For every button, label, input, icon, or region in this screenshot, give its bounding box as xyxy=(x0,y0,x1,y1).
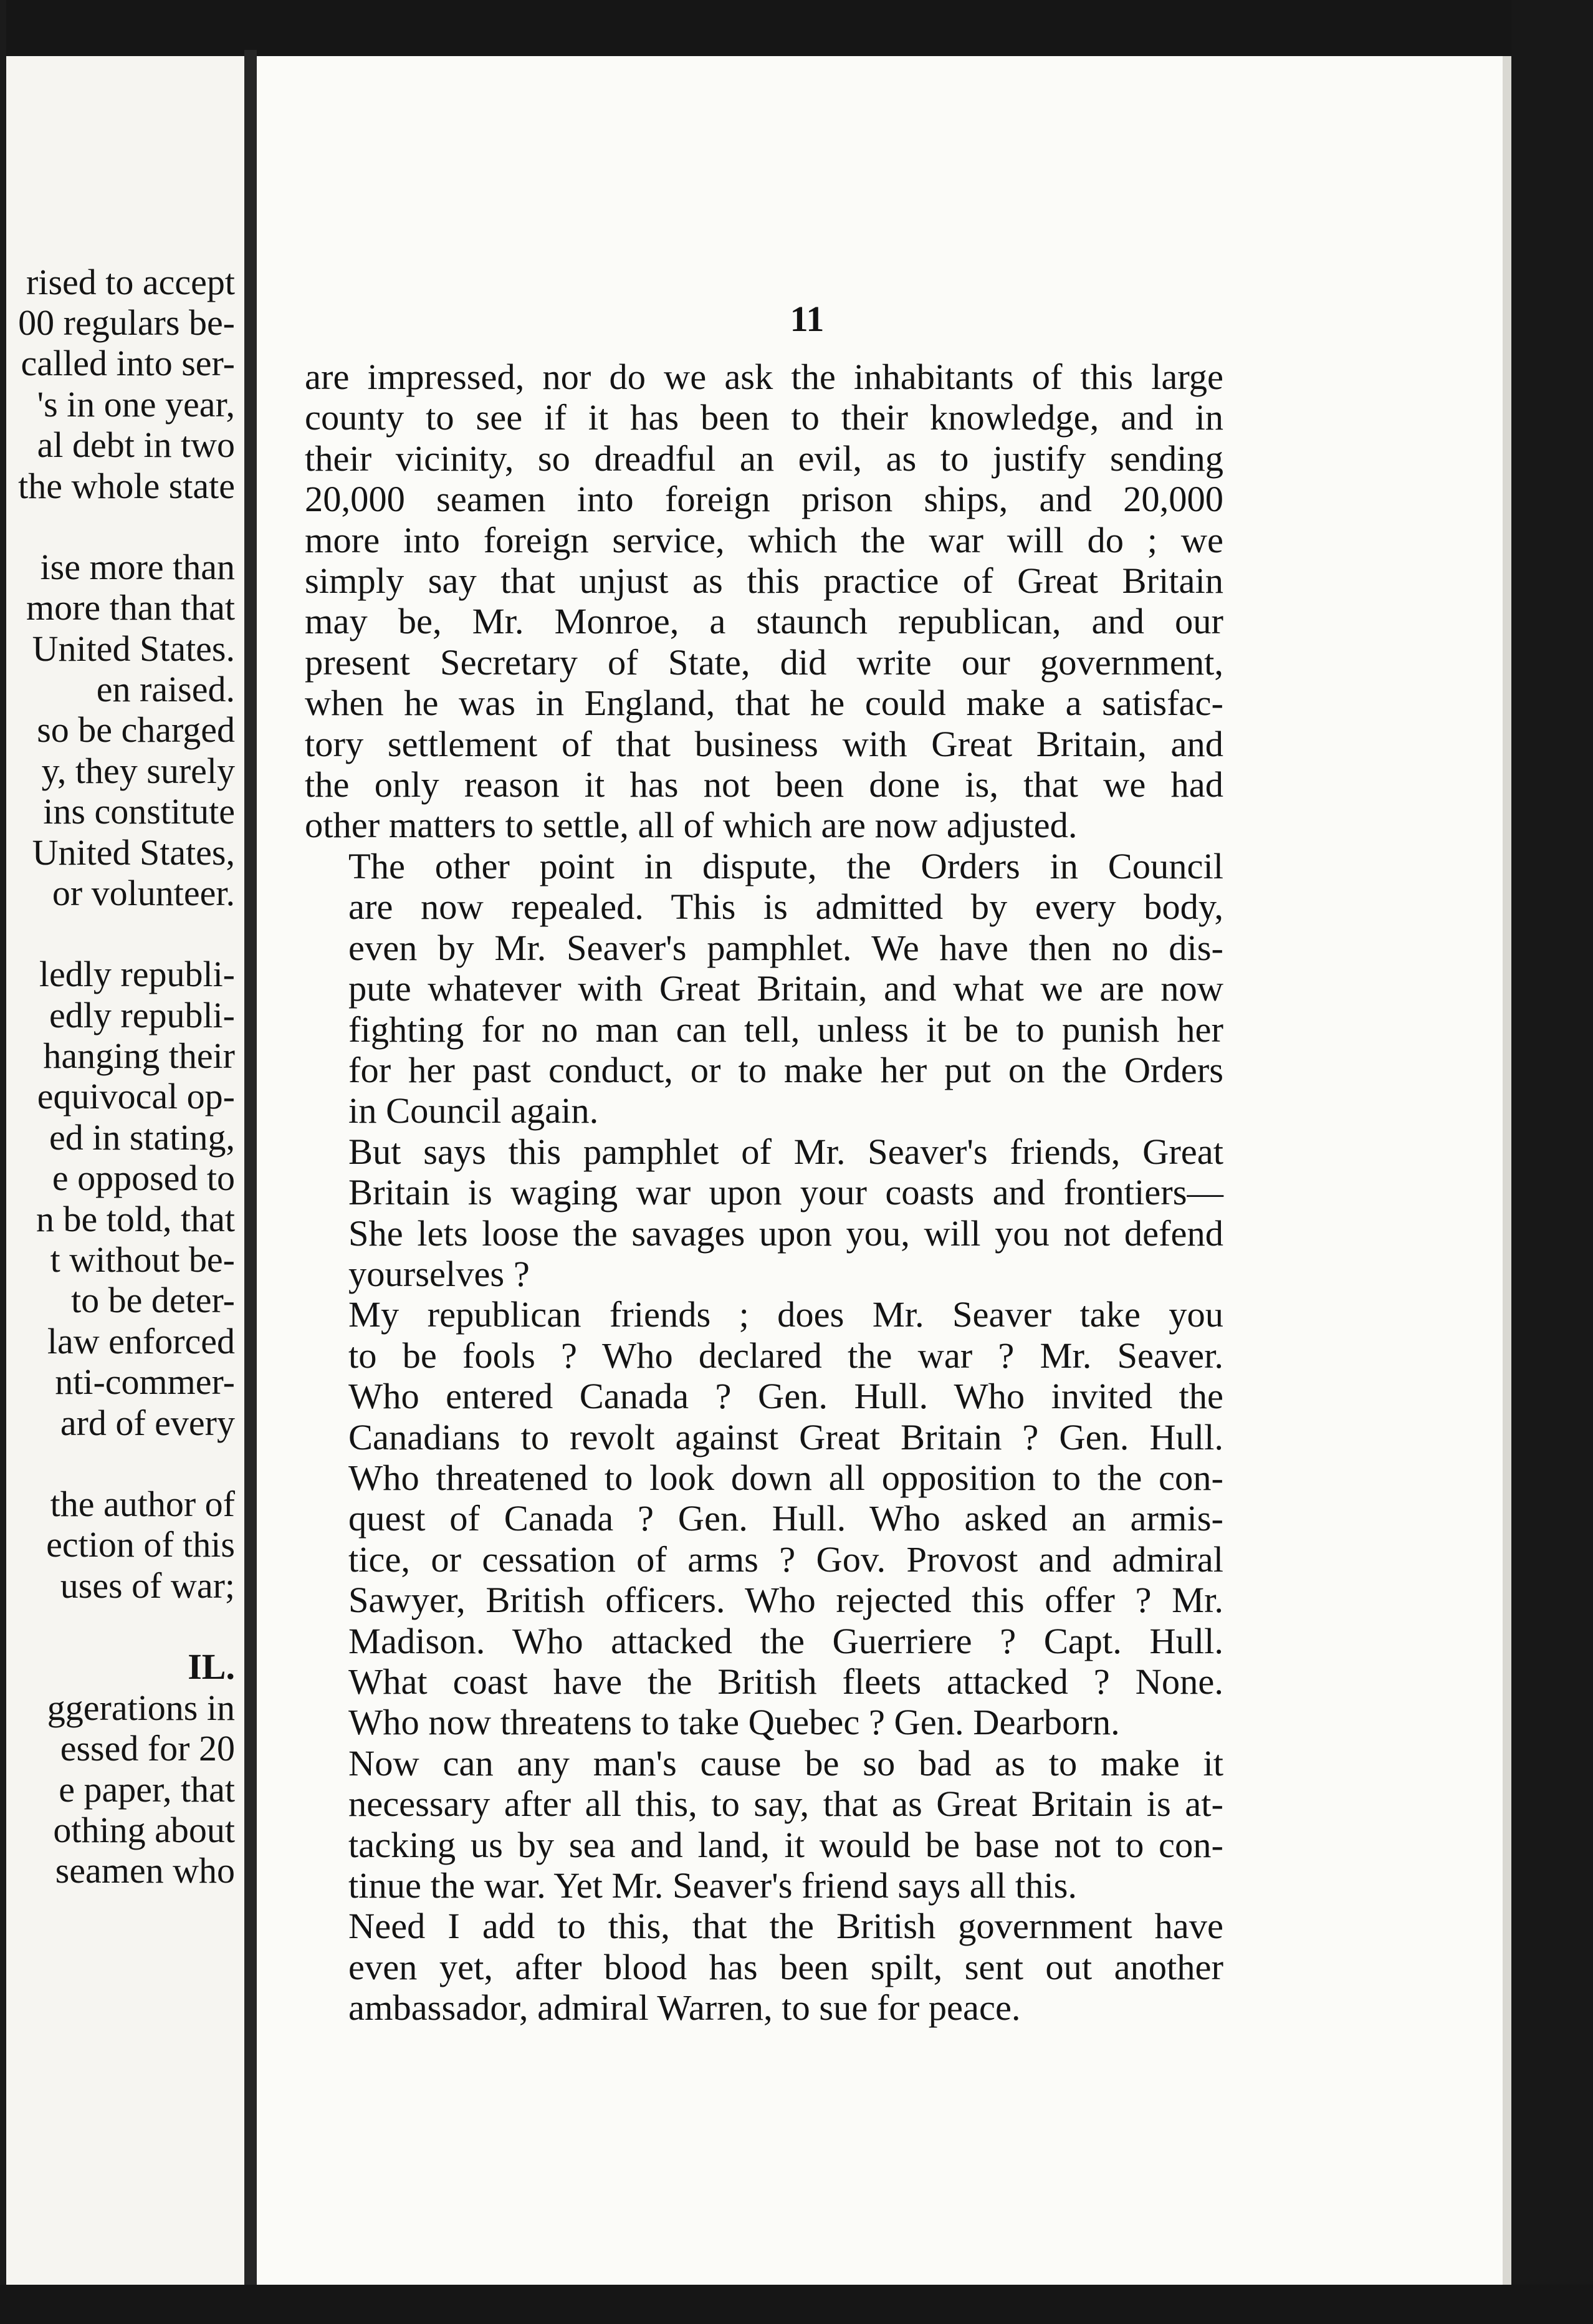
paragraph xyxy=(305,1906,1223,2028)
text-line: necessary after all this, to say, that as Great Britain is at- xyxy=(348,1784,1223,1825)
left-page-line: 00 regulars be- xyxy=(18,302,235,343)
text-line: ambassador, admiral Warren, to sue for peace. xyxy=(348,1987,1021,2029)
text-line: fighting for no man can tell, unless it be to punish her xyxy=(348,1009,1223,1050)
left-page-line: ection of this xyxy=(46,1524,235,1565)
page-number: 11 xyxy=(790,299,825,339)
left-page-line: United States. xyxy=(32,628,235,669)
text-line: for her past conduct, or to make her put on the Orders xyxy=(348,1049,1223,1090)
left-page-line: the whole state xyxy=(18,466,235,506)
text-line: Britain is waging war upon your coasts and frontiers— xyxy=(348,1172,1223,1213)
text-line: Madison. Who attacked the Guerriere ? Capt. Hull. xyxy=(348,1620,1223,1661)
text-line: present Secretary of State, did write our government, xyxy=(305,641,1223,683)
left-page-line: ledly republi- xyxy=(39,954,235,994)
text-line: Need I add to this, that the British government have xyxy=(348,1906,1223,1947)
binding-left-edge xyxy=(0,0,6,2324)
binding-top-edge xyxy=(0,0,1593,59)
text-line: may be, Mr. Monroe, a staunch republican, and our xyxy=(305,601,1223,642)
paragraph xyxy=(305,846,1223,1131)
left-page-line: IL. xyxy=(188,1646,235,1687)
binding-right-edge xyxy=(1511,0,1593,2324)
left-page-line: en raised. xyxy=(96,669,235,709)
text-line: tacking us by sea and land, it would be base not to con- xyxy=(348,1824,1223,1865)
text-line: Who entered Canada ? Gen. Hull. Who invited the xyxy=(348,1376,1223,1417)
text-line: to be fools ? Who declared the war ? Mr. Seaver. xyxy=(348,1335,1223,1376)
left-page-line: to be deter- xyxy=(71,1280,235,1320)
left-page-line: the author of xyxy=(50,1484,235,1524)
text-line: But says this pamphlet of Mr. Seaver's friends, Great xyxy=(348,1131,1223,1172)
left-page-line: law enforced xyxy=(47,1321,235,1361)
text-line: more into foreign service, which the war will do ; we xyxy=(305,519,1223,560)
text-line: tice, or cessation of arms ? Gov. Provost and admiral xyxy=(348,1539,1223,1580)
left-page-line: rised to accept xyxy=(26,262,235,302)
text-line: county to see if it has been to their knowledge, and in xyxy=(305,397,1223,438)
text-line: the only reason it has not been done is, that we had xyxy=(305,764,1223,805)
left-page-line: y, they surely xyxy=(41,751,235,791)
text-line: even by Mr. Seaver's pamphlet. We have then no dis- xyxy=(348,927,1223,968)
text-line: tory settlement of that business with Great Britain, and xyxy=(305,723,1223,764)
text-line: Who threatened to look down all opposition to the con- xyxy=(348,1457,1223,1498)
text-line: tinue the war. Yet Mr. Seaver's friend says all this. xyxy=(348,1865,1078,1906)
left-page-line: uses of war; xyxy=(60,1565,235,1606)
text-line: Now can any man's cause be so bad as to make it xyxy=(348,1742,1223,1784)
left-page xyxy=(6,56,252,2285)
text-line: are now repealed. This is admitted by every body, xyxy=(348,886,1223,928)
left-page-line: so be charged xyxy=(37,709,235,750)
left-page-line: United States, xyxy=(32,832,235,873)
text-line: even yet, after blood has been spilt, sent out another xyxy=(348,1946,1223,1987)
left-page-line: ard of every xyxy=(60,1403,235,1443)
binding-bottom-edge xyxy=(0,2285,1593,2324)
left-page-line: nti-commer- xyxy=(55,1361,235,1402)
paragraph xyxy=(305,1743,1223,1906)
left-page-line: called into ser- xyxy=(21,343,235,383)
left-page-line: seamen who xyxy=(55,1850,235,1891)
left-page-line: ise more than xyxy=(40,547,235,587)
text-line: Who now threatens to take Quebec ? Gen. Dearborn. xyxy=(348,1702,1120,1743)
left-page-line: hanging their xyxy=(43,1035,235,1076)
left-page-line: 's in one year, xyxy=(37,384,235,425)
text-line: are impressed, nor do we ask the inhabitants of this large xyxy=(305,357,1223,397)
text-line: other matters to settle, all of which are now adjusted. xyxy=(305,805,1078,846)
text-line: simply say that unjust as this practice of Great Britain xyxy=(305,560,1223,602)
left-page-line: t without be- xyxy=(50,1239,235,1280)
text-line: yourselves ? xyxy=(348,1253,530,1294)
left-page-line: n be told, that xyxy=(36,1199,235,1239)
text-line: pute whatever with Great Britain, and what we are now xyxy=(348,968,1223,1009)
text-line: 20,000 seamen into foreign prison ships, and 20,000 xyxy=(305,479,1223,520)
text-line: quest of Canada ? Gen. Hull. Who asked an armis- xyxy=(348,1498,1223,1539)
left-page-line: or volunteer. xyxy=(52,873,235,913)
left-page-line: equivocal op- xyxy=(37,1076,235,1116)
left-page-line: e opposed to xyxy=(52,1158,235,1198)
left-page-line: al debt in two xyxy=(37,425,235,465)
left-page-line: ggerations in xyxy=(47,1688,235,1728)
text-line: in Council again. xyxy=(348,1090,599,1131)
left-page-line: more than that xyxy=(26,587,235,628)
text-line: Canadians to revolt against Great Britain ? Gen. Hull. xyxy=(348,1416,1223,1457)
paragraph xyxy=(305,1131,1223,1295)
left-page-line: e paper, that xyxy=(59,1769,235,1810)
paragraph xyxy=(305,357,1223,846)
page-edge-shadow xyxy=(1503,56,1511,2285)
text-line: What coast have the British fleets attacked ? None. xyxy=(348,1661,1223,1702)
text-line: their vicinity, so dreadful an evil, as to justify sending xyxy=(305,438,1223,479)
text-line: The other point in dispute, the Orders in Council xyxy=(348,845,1223,886)
text-line: Sawyer, British officers. Who rejected this offer ? Mr. xyxy=(348,1580,1223,1621)
left-page-line: ins constitute xyxy=(43,791,235,832)
left-page-line: ed in stating, xyxy=(49,1117,235,1158)
page-gutter xyxy=(244,50,257,2285)
right-page xyxy=(257,56,1511,2285)
left-page-line: essed for 20 xyxy=(60,1728,235,1769)
text-line: My republican friends ; does Mr. Seaver take you xyxy=(348,1294,1223,1335)
text-line: when he was in England, that he could make a satisfac- xyxy=(305,683,1223,724)
paragraph xyxy=(305,1294,1223,1742)
left-page-line: edly republi- xyxy=(49,995,235,1035)
text-line: She lets loose the savages upon you, will you not defend xyxy=(348,1212,1223,1254)
left-page-line: othing about xyxy=(53,1810,235,1850)
body-text xyxy=(305,357,1223,2029)
